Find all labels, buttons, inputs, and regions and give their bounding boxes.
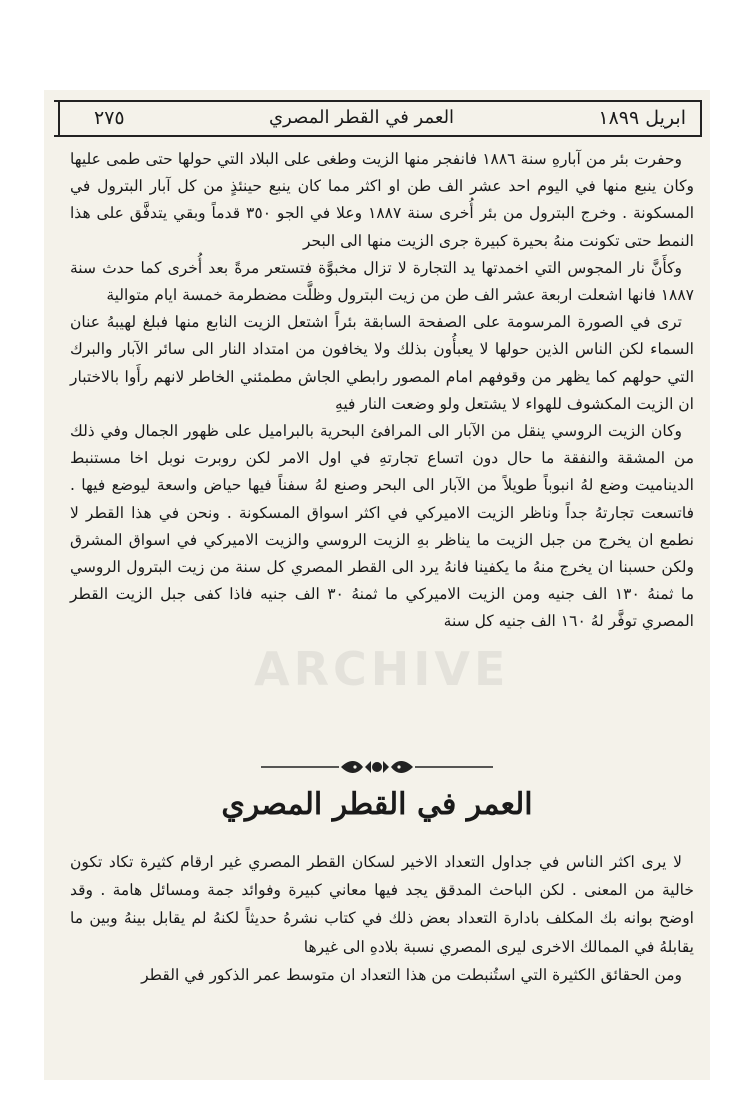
paragraph: وكان الزيت الروسي ينقل من الآبار الى المرافئ البحرية بالبراميل على ظهور الجمال وفي ذلك من المشقة والنفقة ما حال دون اتساع تجارتهِ في اول الامر لكن روبرت نوبل اخا مستنبط الديناميت وضع لهُ انبوباً طويلاً من الآبار الى البحر وصنع لهُ سفناً فيها حياض واسعة ليوضع فيها . فاتسعت تجارتهُ جداً وناظر الزيت الاميركي في اكثر اسواق المسكونة . ونحن في هذا القطر لا نطمع ان يخرج من جبل الزيت ما يناظر بهِ الزيت الروسي والزيت الاميركي في اسواق المشرق ولكن حسبنا ان يخرج منهُ ما يكفينا فانهُ يرد الى القطر المصري كل سنة من زيت البترول الروسي ما ثمنهُ ١٣٠ الف جنيه ومن الزيت الاميركي ما ثمنهُ ٣٠ الف جنيه فاذا كفى جبل الزيت القطر المصري توفَّر لهُ ١٦٠ الف جنيه كل سنة — [70, 422, 694, 631]
issue-date: ابريل ١٨٩٩ — [598, 106, 686, 129]
running-header — [68, 100, 692, 135]
section-body — [70, 848, 694, 989]
article-body — [70, 146, 694, 636]
header-bottom-rule — [54, 135, 702, 137]
section-divider-ornament — [44, 755, 710, 779]
header-left-rule — [58, 100, 60, 136]
section-heading: العمر في القطر المصري — [221, 787, 533, 822]
watermark-logo: ARCHIVE — [254, 642, 510, 696]
paragraph: لا يرى اكثر الناس في جداول التعداد الاخير لسكان القطر المصري غير ارقام كثيرة تكاد تكون خالية من المعنى . لكن الباحث المدقق يجد فيها معاني كبيرة وفوائد جمة ومسائل هامة . وقد اوضح بوانه بك المكلف بادارة التعداد بعض ذلك في كتاب نشرهُ حديثاً لكنهُ لم يقابل بينهُ وبين ما يقابلهُ في الممالك الاخرى ليرى المصري نسبة بلادهِ الى غيرها — [70, 853, 694, 956]
running-title: العمر في القطر المصري — [268, 107, 455, 128]
ornament-icon — [257, 756, 497, 778]
paragraph: ومن الحقائق الكثيرة التي استُنبطت من هذا التعداد ان متوسط عمر الذكور في القطر — [141, 965, 682, 984]
paragraph: وحفرت بئر من آبارهِ سنة ١٨٨٦ فانفجر منها الزيت وطغى على البلاد التي حولها حتى طمى عليها وكان ينبع منها في اليوم احد عشر الف طن او اكثر مما كان ينبع حينئذٍ من كل آبار البترول في المسكونة . وخرج البترول من بئر أُخرى سنة ١٨٨٧ وعلا في الجو ٣٥٠ قدماً وبقي يتدفَّق على هذا النمط حتى تكونت منهُ بحيرة كبيرة جرى الزيت منها الى البحر — [70, 150, 695, 250]
paragraph: وكأَنَّ نار المجوس التي اخمدتها يد التجارة لا تزال مخبوَّة فتستعر مرةً بعد أُخرى كما حدث سنة ١٨٨٧ فانها اشعلت اربعة عشر الف طن من زيت البترول وظلَّت مضطرمة خمسة ايام متوالية — [70, 258, 694, 305]
scanned-page — [44, 90, 710, 1080]
header-right-rule — [700, 100, 702, 136]
paragraph: ترى في الصورة المرسومة على الصفحة السابقة بئراً اشتعل الزيت النابع منها فبلغ لهيبهُ عنان السماء لكن الناس الذين حولها لا يعبأُون بذلك ولا يخافون من امتداد النار الى سائر الآبار والبرك التي حولهم كما يظهر من وقوفهم امام المصور رابطي الجاش مطمئني الخاطر لانهم رأَوا بالاختبار ان الزيت المكشوف للهواء لا يشتعل ولو وضعت النار فيهِ — [70, 313, 694, 413]
page-number: ٢٧٥ — [94, 106, 125, 129]
